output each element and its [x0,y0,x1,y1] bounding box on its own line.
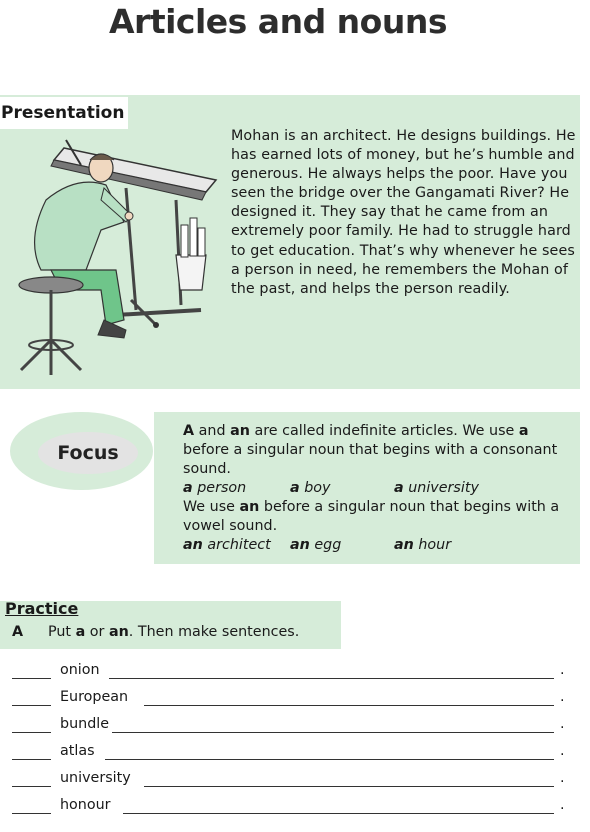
sentence-end: . [560,689,565,705]
example-noun: hour [413,537,452,553]
practice-word: university [60,770,135,786]
practice-word: atlas [60,743,99,759]
example-article: an [183,537,203,553]
example-item [394,536,451,555]
example-article: an [290,537,310,553]
examples-vowel [183,536,573,555]
example-item [183,479,290,498]
sentence-end: . [560,770,565,786]
article-blank[interactable] [12,678,51,679]
practice-row [12,716,572,736]
practice-row [12,689,572,709]
instruction-text: Put [48,624,76,640]
example-noun: boy [299,480,331,496]
rule-text: before a singular noun that begins with a consonant sound. [183,442,558,477]
practice-instruction [12,624,299,640]
examples-consonant [183,479,573,498]
example-article: a [290,480,300,496]
example-item [394,479,479,498]
example-item [183,536,290,555]
page-title: Articles and nouns [109,2,447,41]
article-a: a [75,624,86,640]
sentence-end: . [560,716,565,732]
sentence-line[interactable] [105,759,554,760]
article-blank[interactable] [12,759,51,760]
example-noun: egg [309,537,342,553]
article-blank[interactable] [12,705,51,706]
sentence-end: . [560,797,565,813]
example-article: an [394,537,414,553]
architect-illustration [6,130,224,380]
article-blank[interactable] [12,813,51,814]
article-an: an [239,499,260,515]
focus-label: Focus [38,432,138,474]
example-article: a [183,480,193,496]
article-blank[interactable] [12,732,51,733]
article-a: a [518,423,529,439]
practice-word: onion [60,662,104,678]
example-noun: university [403,480,479,496]
instruction-text: or [85,624,109,640]
exercise-letter: A [12,624,24,640]
article-blank[interactable] [12,786,51,787]
practice-row [12,743,572,763]
focus-text [183,422,573,555]
example-noun: architect [202,537,271,553]
rule-text: before a singular noun that begins with a vowel sound. [183,499,560,534]
article-a: A [183,423,195,439]
rule-text: are called indefinite articles. We use [249,423,519,439]
example-item [290,536,394,555]
practice-row [12,797,572,817]
sentence-end: . [560,743,565,759]
practice-row [12,662,572,682]
sentence-line[interactable] [109,678,554,679]
sentence-line[interactable] [112,732,554,733]
practice-title: Practice [5,599,79,618]
example-item [290,479,394,498]
sentence-line[interactable] [144,705,554,706]
example-noun: person [192,480,247,496]
sentence-end: . [560,662,565,678]
rule-text: We use [183,499,240,515]
practice-row [12,770,572,790]
presentation-label: Presentation [0,97,128,129]
focus-rule-2 [183,498,573,536]
practice-word: honour [60,797,115,813]
focus-rule-1 [183,422,573,479]
example-article: a [394,480,404,496]
article-an: an [108,624,129,640]
sentence-line[interactable] [123,813,554,814]
practice-word: bundle [60,716,113,732]
practice-word: European [60,689,132,705]
instruction-text: . Then make sentences. [128,624,300,640]
article-an: an [230,423,250,439]
sentence-line[interactable] [144,786,554,787]
text-and: and [194,423,231,439]
presentation-text: Mohan is an architect. He designs buildings. He has earned lots of money, but he’s humble and generous. He always helps the poor. Have you seen the bridge over the Gangamati River? He designed it. They say that he came from an extremely poor family. He had to struggle hard to get education. That’s why whenever he sees a person in need, he remembers the Mohan of the past, and helps the person readily. [231,128,576,297]
